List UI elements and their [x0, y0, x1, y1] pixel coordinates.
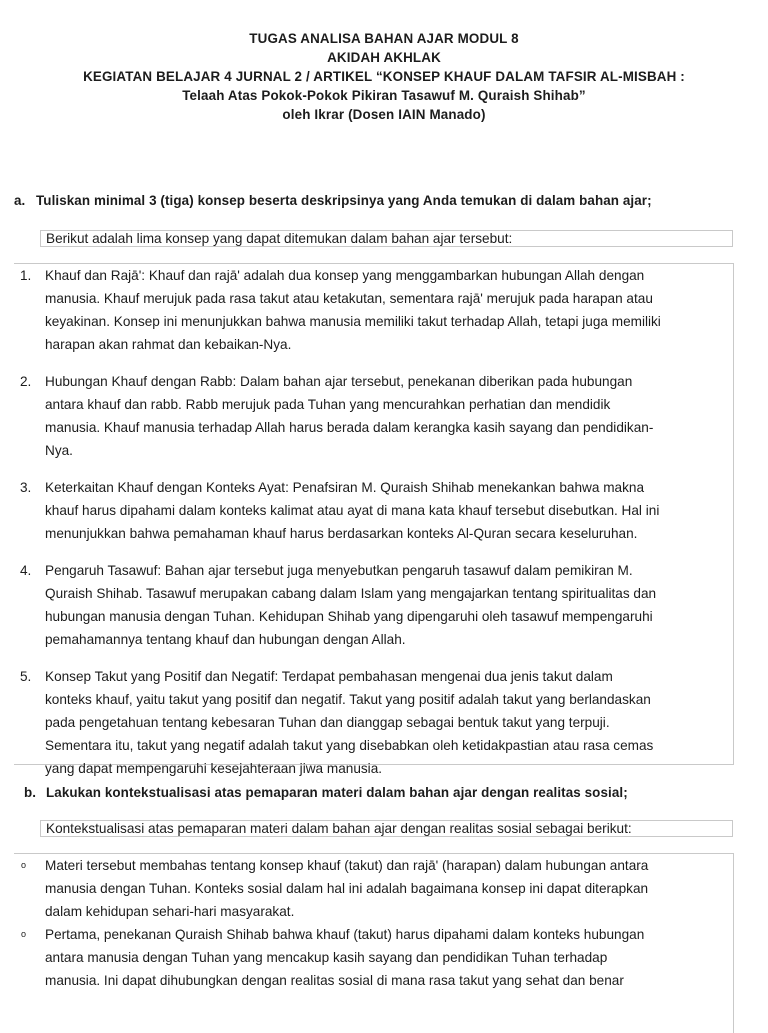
concept-item-number: 4.: [20, 563, 32, 578]
text-line: dalam kehidupan sehari-hari masyarakat.: [45, 904, 295, 919]
text-line: pada pengetahuan tentang kebesaran Tuhan dan dianggap sebagai bentuk takut yang terpuji.: [45, 715, 610, 730]
text-line: Pertama, penekanan Quraish Shihab bahwa khauf (takut) harus dipahami dalam konteks hubungan: [45, 927, 645, 942]
text-line: Materi tersebut membahas tentang konsep khauf (takut) dan rajā' (harapan) dalam hubungan antara: [45, 858, 649, 873]
question-b-label: b.: [24, 785, 37, 800]
concept-item-text: [45, 264, 733, 356]
text-line: menunjukkan bahwa pemahaman khauf harus berdasarkan konteks Al-Quran secara keseluruhan.: [45, 526, 638, 541]
header-author: oleh Ikrar (Dosen IAIN Manado): [282, 107, 486, 122]
section-b-intro-box: [40, 820, 733, 837]
text-line: manusia dengan Tuhan. Konteks sosial dalam hal ini adalah bagaimana konsep ini dapat diterapkan: [45, 881, 649, 896]
text-line: yang dapat mempengaruhi kesejahteraan jiwa manusia.: [45, 761, 383, 776]
header-activity: KEGIATAN BELAJAR 4 JURNAL 2 / ARTIKEL “KONSEP KHAUF DALAM TAFSIR AL-MISBAH :: [83, 69, 685, 84]
section-a-intro-text: Berikut adalah lima konsep yang dapat ditemukan dalam bahan ajar tersebut:: [46, 231, 513, 246]
text-line: Quraish Shihab. Tasawuf merupakan cabang dalam Islam yang mengajarkan tentang spiritualitas dan: [45, 586, 657, 601]
text-line: manusia. Khauf merujuk pada rasa takut atau ketakutan, sementara rajā' merujuk pada harapan atau: [45, 291, 653, 306]
header-title: TUGAS ANALISA BAHAN AJAR MODUL 8: [249, 31, 519, 46]
concept-item-number: 1.: [20, 268, 32, 283]
bullet-circle-icon: o: [21, 860, 27, 870]
concept-item-number: 5.: [20, 669, 32, 684]
question-b-text: Lakukan kontekstualisasi atas pemaparan materi dalam bahan ajar dengan realitas sosial;: [46, 785, 628, 800]
text-line: hubungan manusia dengan Tuhan. Kehidupan Shihab yang dipengaruhi oleh tasawuf mempengaruhi: [45, 609, 653, 624]
concept-item: [14, 370, 733, 462]
concept-item-text: [45, 476, 733, 545]
text-line: konteks khauf, yaitu takut yang positif dan negatif. Takut yang positif adalah takut yang berlandaskan: [45, 692, 651, 707]
bullet-circle-icon: o: [21, 929, 27, 939]
concept-item-number: 3.: [20, 480, 32, 495]
question-a-text: Tuliskan minimal 3 (tiga) konsep beserta deskripsinya yang Anda temukan di dalam bahan ajar;: [36, 193, 652, 208]
text-line: antara manusia dengan Tuhan yang mencakup kasih sayang dan pendidikan Tuhan terhadap: [45, 950, 608, 965]
section-b-intro-text: Kontekstualisasi atas pemaparan materi dalam bahan ajar dengan realitas sosial sebagai berikut:: [46, 821, 632, 836]
text-line: Keterkaitan Khauf dengan Konteks Ayat: Penafsiran M. Quraish Shihab menekankan bahwa makna: [45, 480, 645, 495]
question-a: [14, 193, 652, 208]
text-line: keyakinan. Konsep ini menunjukkan bahwa manusia memiliki takut terhadap Allah, tetapi juga memiliki: [45, 314, 661, 329]
text-line: Nya.: [45, 443, 73, 458]
context-bullet-item: [14, 923, 733, 992]
text-line: Sementara itu, takut yang negatif adalah takut yang disebabkan oleh ketidakpastian atau rasa cemas: [45, 738, 654, 753]
question-b: [24, 785, 628, 800]
concept-item: [14, 665, 733, 780]
concept-item: [14, 264, 733, 356]
concept-list: [14, 263, 734, 776]
question-a-label: a.: [14, 193, 26, 208]
text-line: harapan akan rahmat dan kebaikan-Nya.: [45, 337, 292, 352]
concept-item: [14, 476, 733, 545]
context-bullet-item: [14, 854, 733, 923]
text-line: Konsep Takut yang Positif dan Negatif: Terdapat pembahasan mengenai dua jenis takut dalam: [45, 669, 613, 684]
concept-item-text: [45, 559, 733, 651]
concept-item-number: 2.: [20, 374, 32, 389]
text-line: khauf harus dipahami dalam konteks kalimat atau ayat di mana kata khauf tersebut disebutkan. Hal ini: [45, 503, 660, 518]
document-header: [0, 29, 768, 124]
concept-item-text: [45, 370, 733, 462]
text-line: manusia. Ini dapat dihubungkan dengan realitas sosial di mana rasa takut yang sehat dan benar: [45, 973, 624, 988]
text-line: manusia. Khauf manusia terhadap Allah harus berada dalam kerangka kasih sayang dan pendidikan-: [45, 420, 654, 435]
text-line: Hubungan Khauf dengan Rabb: Dalam bahan ajar tersebut, penekanan diberikan pada hubungan: [45, 374, 633, 389]
text-line: Pengaruh Tasawuf: Bahan ajar tersebut juga menyebutkan pengaruh tasawuf dalam pemikiran M.: [45, 563, 633, 578]
header-subject: AKIDAH AKHLAK: [327, 50, 441, 65]
concept-item-text: [45, 665, 733, 780]
text-line: Khauf dan Rajā': Khauf dan rajā' adalah dua konsep yang menggambarkan hubungan Allah dengan: [45, 268, 645, 283]
text-line: pemahamannya tentang khauf dan hubungan dengan Allah.: [45, 632, 406, 647]
section-a-intro-box: [40, 230, 733, 247]
concept-item: [14, 559, 733, 651]
contextualization-list: [14, 853, 734, 1033]
text-line: antara khauf dan rabb. Rabb merujuk pada Tuhan yang mencurahkan perhatian dan mendidik: [45, 397, 611, 412]
header-article-subtitle: Telaah Atas Pokok-Pokok Pikiran Tasawuf M. Quraish Shihab”: [182, 88, 586, 103]
